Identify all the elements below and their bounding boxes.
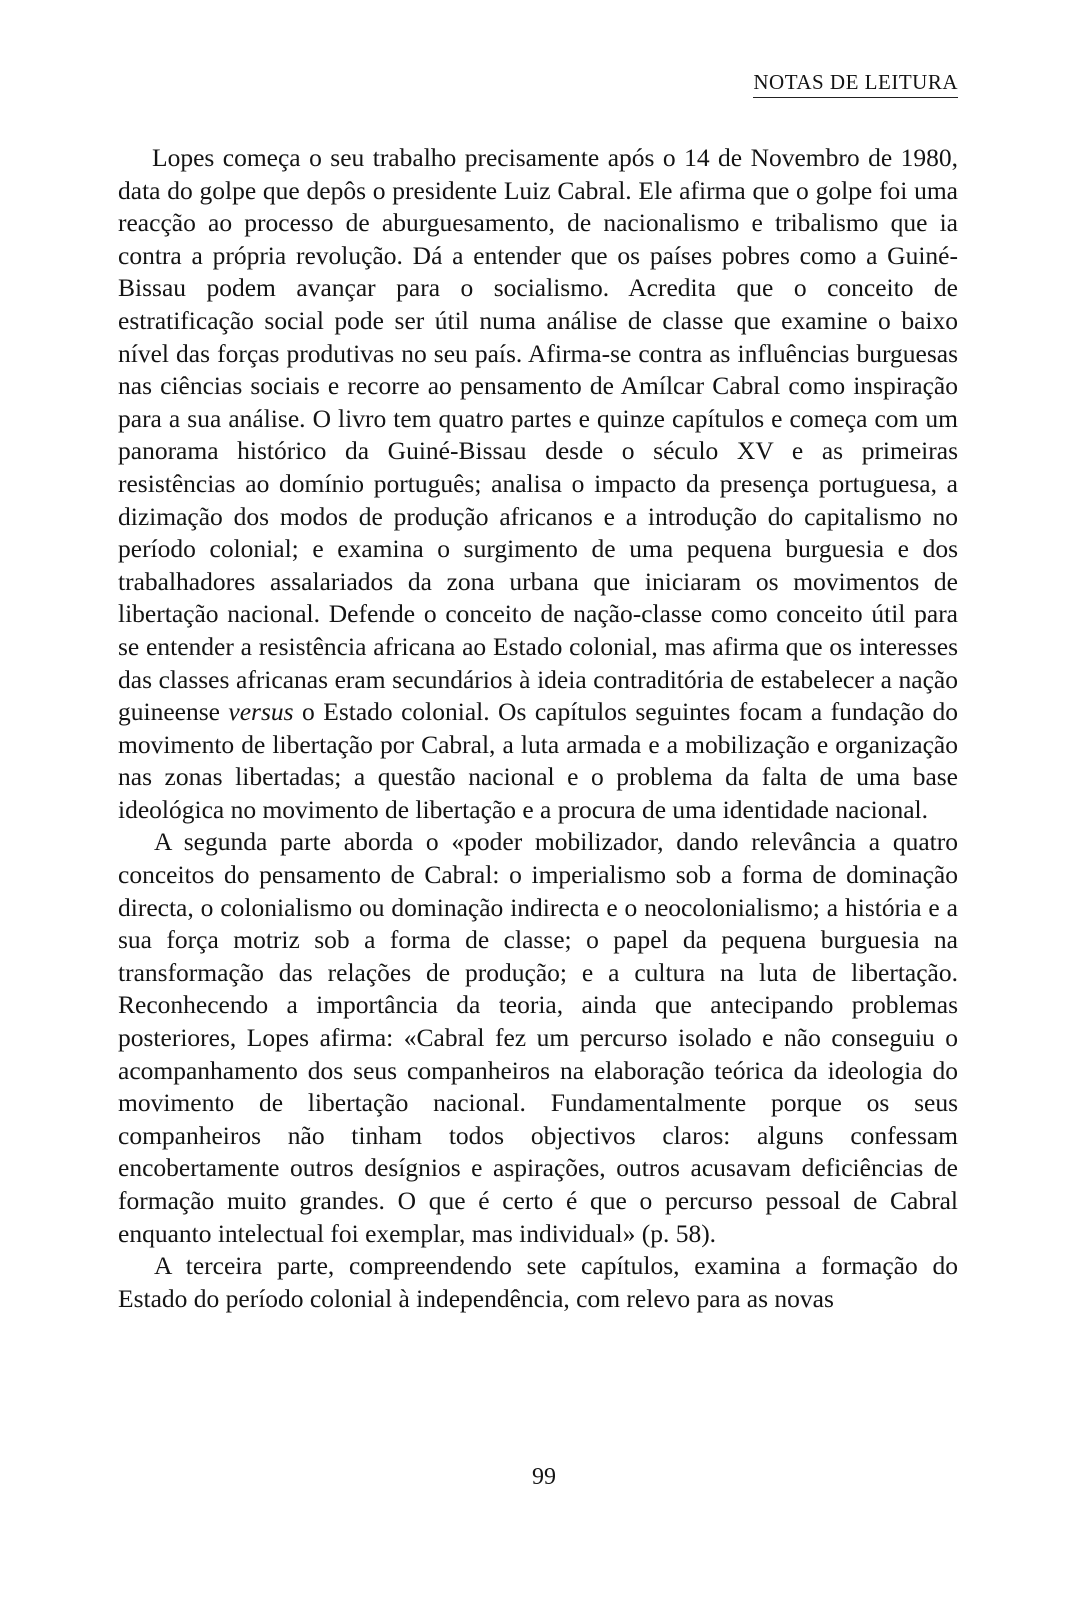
page-number: 99 [532,1464,556,1490]
paragraph-3: A terceira parte, compreendendo sete capítulos, examina a formação do Estado do período colonial à independência, com relevo para as novas [118,1251,958,1313]
paragraph-1-text-b: o Estado colonial. Os capítulos seguintes focam a fundação do movimento de libertação por Cabral, a luta armada e a mobilização e organização nas zonas libertadas; a questão nacional e o problema da falta de uma base ideológica no movimento de libertação e a procura de uma identidade nacional. [118,697,959,824]
paragraph-1 [118,142,958,826]
paragraph-1-italic-term: versus [228,697,294,727]
paragraph-1-text-a: Lopes começa o seu trabalho precisamente após o 14 de Novembro de 1980, data do golpe que depôs o presidente Luiz Cabral. Ele afirma que o golpe foi uma reacção ao processo de aburguesamento, de nacionalismo e tribalismo que ia contra a própria revolução. Dá a entender que os países pobres como a Guiné-Bissau podem avançar para o socialismo. Acredita que o conceito de estratificação social pode ser útil numa análise de classe que examine o baixo nível das forças produtivas no seu país. Afirma-se contra as influências burguesas nas ciências sociais e recorre ao pensamento de Amílcar Cabral como inspiração para a sua análise. O livro tem quatro partes e quinze capítulos e começa com um panorama histórico da Guiné-Bissau desde o século XV e as primeiras resistências ao domínio português; analisa o impacto da presença portuguesa, a dizimação dos modos de produção africanos e a introdução do capitalismo no período colonial; e examina o surgimento de uma pequena burguesia e dos trabalhadores assalariados da zona urbana que iniciaram os movimentos de libertação nacional. Defende o conceito de nação-classe como conceito útil para se entender a resistência africana ao Estado colonial, mas afirma que os interesses das classes africanas eram secundários à ideia contraditória de estabelecer a nação guineense [118,143,958,727]
paragraph-2: A segunda parte aborda o «poder mobilizador, dando relevância a quatro conceitos do pensamento de Cabral: o imperialismo sob a forma de dominação directa, o colonialismo ou dominação indirecta e o neocolonialismo; a história e a sua força motriz sob a forma de classe; o papel da pequena burguesia na transformação das relações de produção; e a cultura na luta de libertação. Reconhecendo a importância da teoria, ainda que antecipando problemas posteriores, Lopes afirma: «Cabral fez um percurso isolado e não conseguiu o acompanhamento dos seus companheiros na elaboração teórica da ideologia do movimento de libertação nacional. Fundamentalmente porque os seus companheiros não tinham todos objectivos claros: alguns confessam encobertamente outros desígnios e aspirações, outros acusavam deficiências de formação muito grandes. O que é certo é que o percurso pessoal de Cabral enquanto intelectual foi exemplar, mas individual» (p. 58). [118,827,958,1248]
running-header: NOTAS DE LEITURA [753,70,958,98]
article-body [118,142,958,1315]
